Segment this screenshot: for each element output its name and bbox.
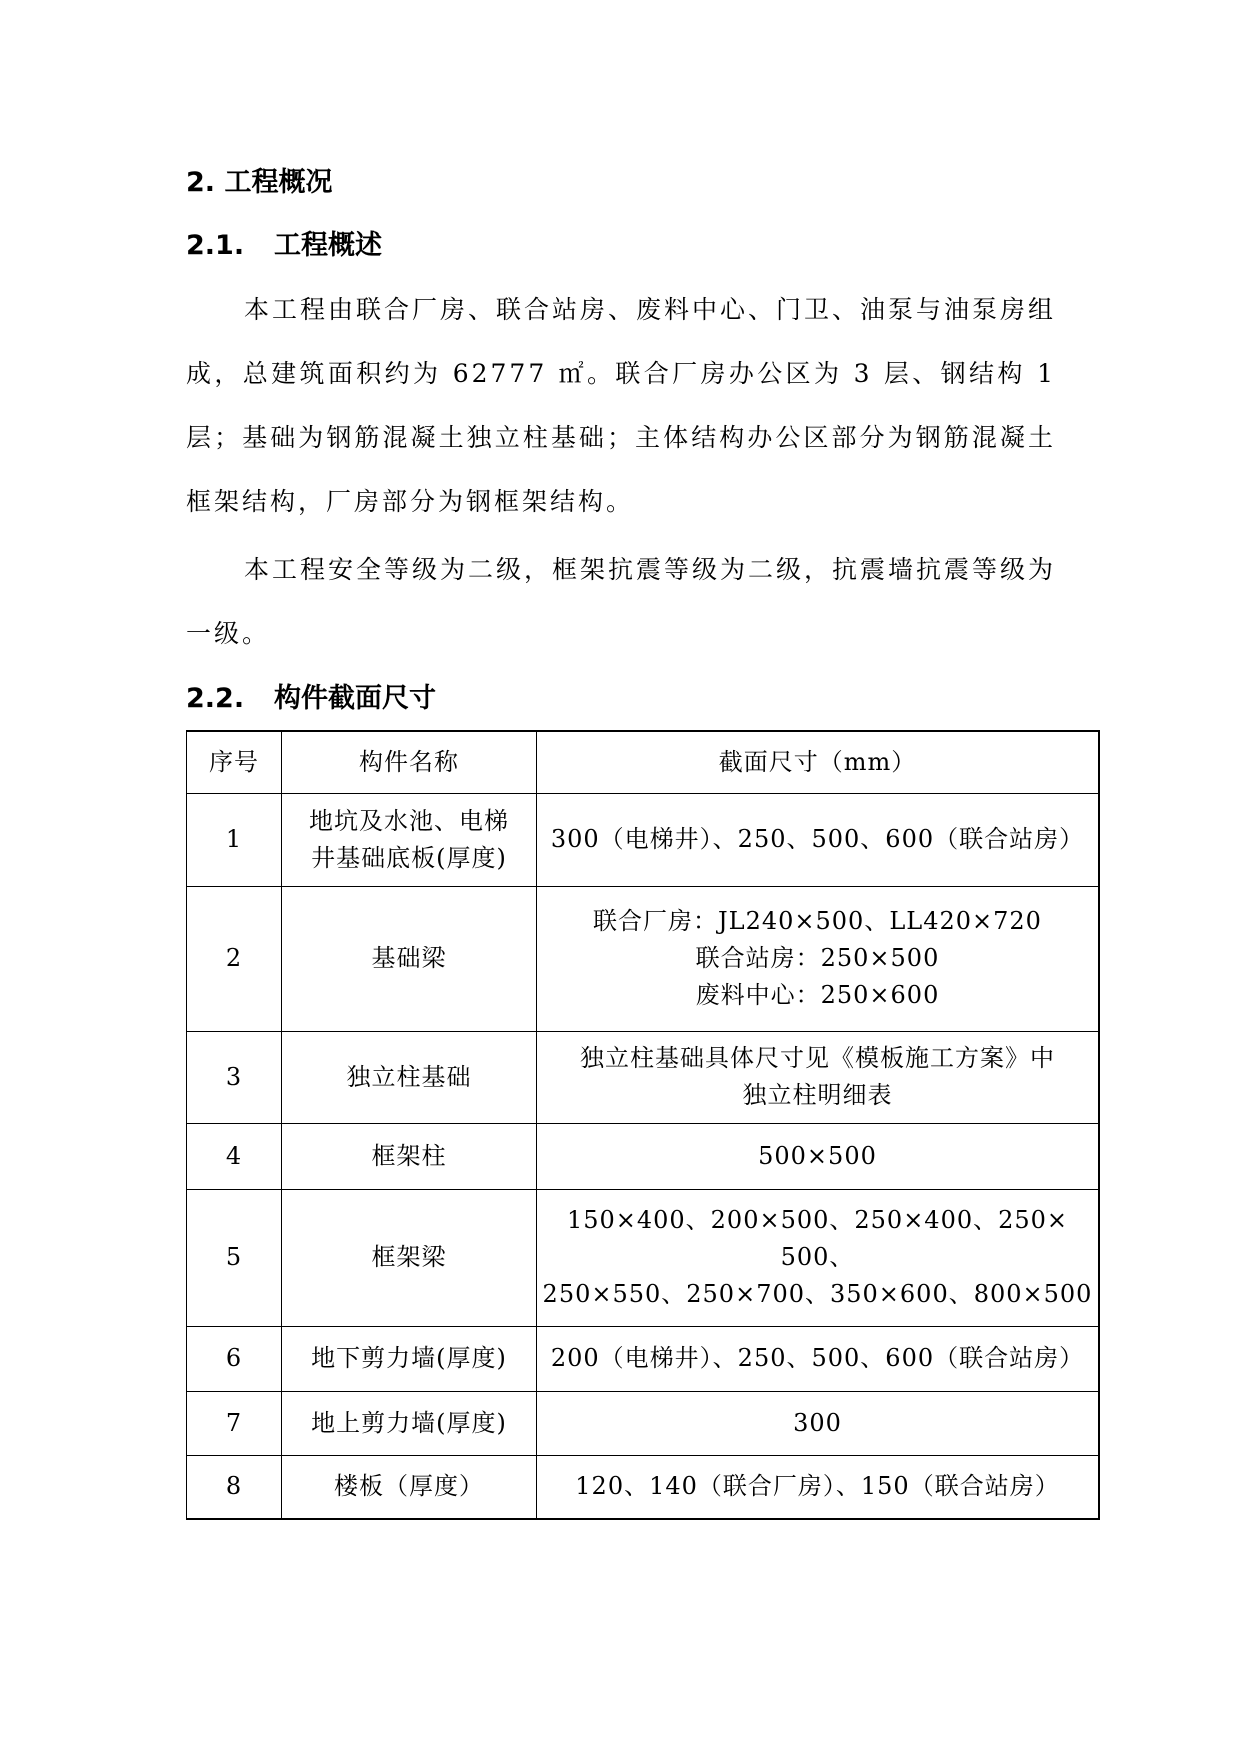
table-row bbox=[187, 1189, 1100, 1326]
cell-name-line: 地上剪力墙(厚度) bbox=[311, 1408, 507, 1437]
table-row bbox=[187, 1455, 1100, 1519]
cell-name bbox=[282, 793, 537, 886]
cell-no: 5 bbox=[187, 1189, 282, 1326]
cell-name bbox=[282, 1189, 537, 1326]
cell-size-line: 250×550、250×700、350×600、800×500 bbox=[542, 1280, 1093, 1308]
cell-size bbox=[537, 1326, 1100, 1391]
table-row bbox=[187, 1326, 1100, 1391]
cell-name-line: 独立柱基础 bbox=[346, 1062, 472, 1091]
cell-size-line: 联合厂房：JL240×500、LL420×720 bbox=[593, 907, 1042, 935]
cell-no: 8 bbox=[187, 1455, 282, 1519]
cell-size-line: 废料中心：250×600 bbox=[695, 981, 940, 1009]
table-row bbox=[187, 1391, 1100, 1455]
cell-name-line: 框架梁 bbox=[371, 1243, 447, 1271]
cell-name-line: 井基础底板(厚度) bbox=[311, 843, 507, 872]
cell-size bbox=[537, 1455, 1100, 1519]
cell-size bbox=[537, 886, 1100, 1031]
cell-size-line: 150×400、200×500、250×400、250× bbox=[566, 1206, 1069, 1234]
table-row bbox=[187, 1123, 1100, 1189]
cell-no: 3 bbox=[187, 1031, 282, 1123]
overview-paragraph: 本工程由联合厂房、联合站房、废料中心、门卫、油泵与油泵房组成，总建筑面积约为 62777 ㎡。联合厂房办公区为 3 层、钢结构 1 层；基础为钢筋混凝土独立柱基础；主体结构办公区部分为钢筋混凝土框架结构，厂房部分为钢框架结构。 bbox=[186, 295, 1057, 516]
cell-size bbox=[537, 1189, 1100, 1326]
table-row bbox=[187, 1031, 1100, 1123]
cell-size-line: 联合站房：250×500 bbox=[695, 944, 940, 972]
table-row bbox=[187, 886, 1100, 1031]
section-title: 工程概况 bbox=[224, 167, 333, 198]
subsection-title: 工程概述 bbox=[274, 230, 382, 261]
cell-name bbox=[282, 1391, 537, 1455]
cell-no: 1 bbox=[187, 793, 282, 886]
cell-name bbox=[282, 886, 537, 1031]
cell-name-line: 地下剪力墙(厚度) bbox=[311, 1344, 507, 1372]
grade-paragraph: 本工程安全等级为二级，框架抗震等级为二级，抗震墙抗震等级为一级。 bbox=[186, 555, 1057, 648]
subsection-heading-overview bbox=[186, 226, 382, 266]
section-heading bbox=[186, 163, 332, 203]
cell-size-line: 500、 bbox=[780, 1243, 855, 1271]
cell-name-line: 地坑及水池、电梯 bbox=[309, 806, 509, 835]
cell-size bbox=[537, 1031, 1100, 1123]
cell-name-line: 基础梁 bbox=[371, 944, 447, 972]
cell-no: 4 bbox=[187, 1123, 282, 1189]
cell-no: 7 bbox=[187, 1391, 282, 1455]
subsection-title: 构件截面尺寸 bbox=[274, 683, 436, 714]
cell-no: 6 bbox=[187, 1326, 282, 1391]
section-size-table bbox=[186, 730, 1100, 1520]
subsection-heading-sections bbox=[186, 679, 436, 719]
table-body bbox=[187, 731, 1100, 1519]
cell-size bbox=[537, 793, 1100, 886]
cell-name-line: 框架柱 bbox=[371, 1141, 447, 1170]
header-cell-no: 序号 bbox=[187, 731, 282, 793]
cell-size-line: 独立柱基础具体尺寸见《模板施工方案》中 bbox=[580, 1044, 1055, 1072]
header-cell-size: 截面尺寸（mm） bbox=[537, 731, 1100, 793]
cell-no: 2 bbox=[187, 886, 282, 1031]
table-header-row bbox=[187, 731, 1100, 793]
cell-name bbox=[282, 1031, 537, 1123]
cell-size-line: 500×500 bbox=[758, 1141, 877, 1170]
cell-name bbox=[282, 1326, 537, 1391]
subsection-number: 2.2. bbox=[186, 683, 245, 714]
section-number: 2. bbox=[186, 167, 216, 198]
cell-name bbox=[282, 1123, 537, 1189]
cell-size-line: 200（电梯井）、250、500、600（联合站房） bbox=[550, 1344, 1085, 1372]
header-cell-name: 构件名称 bbox=[282, 731, 537, 793]
cell-size-line: 独立柱明细表 bbox=[742, 1081, 893, 1109]
cell-size-line: 300（电梯井）、250、500、600（联合站房） bbox=[550, 825, 1085, 853]
subsection-number: 2.1. bbox=[186, 230, 245, 261]
cell-name bbox=[282, 1455, 537, 1519]
cell-name-line: 楼板（厚度） bbox=[334, 1472, 484, 1501]
cell-size-line: 300 bbox=[793, 1408, 842, 1437]
cell-size bbox=[537, 1123, 1100, 1189]
cell-size bbox=[537, 1391, 1100, 1455]
table-row bbox=[187, 793, 1100, 886]
cell-size-line: 120、140（联合厂房）、150（联合站房） bbox=[575, 1472, 1060, 1501]
